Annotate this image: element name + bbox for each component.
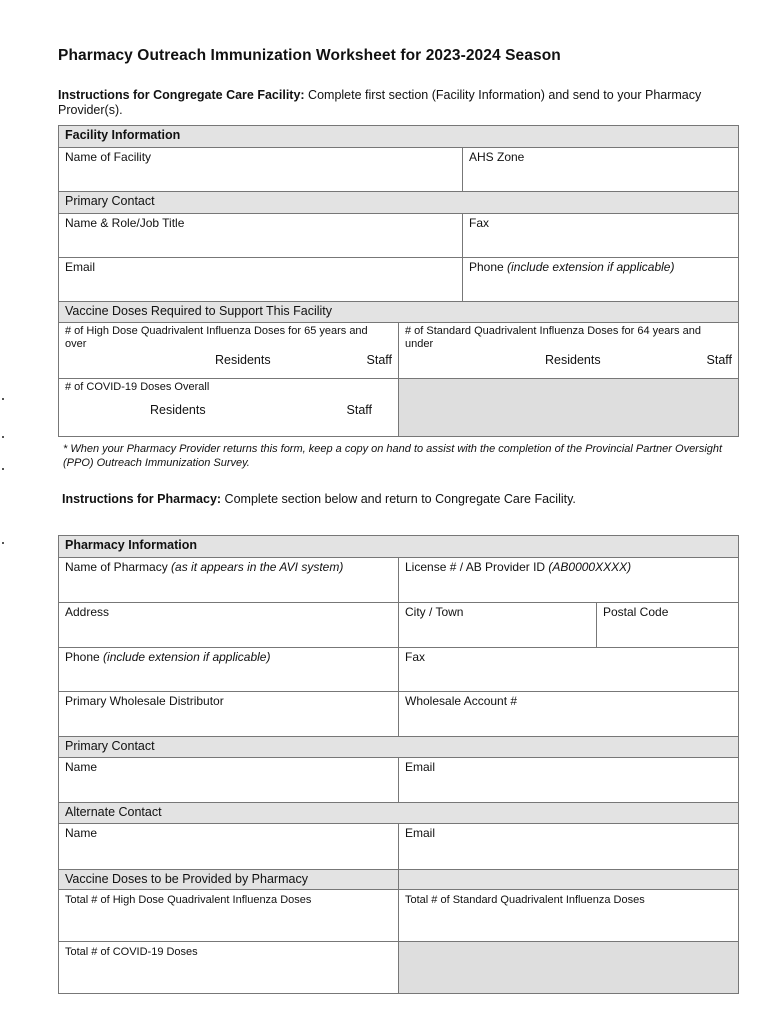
shaded-cell [399, 379, 739, 437]
total-standard-dose-label: Total # of Standard Quadrivalent Influenza Doses [405, 894, 645, 906]
scan-mark [2, 436, 4, 438]
standard-dose-label: # of Standard Quadrivalent Influenza Doses for 64 years and under [405, 325, 701, 350]
high-dose-residents-label: Residents [215, 353, 271, 367]
total-standard-dose-field[interactable] [399, 890, 739, 942]
pharmacy-vaccine-header-blank [399, 870, 739, 890]
facility-information-table [58, 125, 739, 437]
pharmacy-fax-field[interactable] [399, 648, 739, 692]
covid-residents-label: Residents [150, 403, 206, 417]
total-high-dose-field[interactable] [59, 890, 399, 942]
pharmacy-name-hint: (as it appears in the AVI system) [171, 560, 344, 574]
footnote: * When your Pharmacy Provider returns this form, keep a copy on hand to assist with the completion of the Provincial Partner Oversight (PPO) Outreach Immunization Survey. [63, 443, 723, 469]
pharmacy-name-field[interactable] [59, 558, 399, 603]
facility-phone-field[interactable] [463, 258, 739, 302]
pharmacy-instructions-bold: Instructions for Pharmacy: [62, 492, 222, 506]
name-of-facility-label: Name of Facility [65, 150, 152, 164]
pharmacy-primary-contact-header: Primary Contact [59, 737, 739, 758]
postal-code-field[interactable] [597, 603, 739, 648]
city-field[interactable] [399, 603, 597, 648]
facility-fax-field[interactable] [463, 214, 739, 258]
standard-dose-residents-label: Residents [545, 353, 601, 367]
high-dose-field[interactable] [59, 323, 399, 379]
facility-vaccine-header: Vaccine Doses Required to Support This Facility [59, 302, 739, 323]
facility-information-header: Facility Information [59, 126, 739, 148]
pharmacy-instructions [62, 492, 732, 507]
total-high-dose-label: Total # of High Dose Quadrivalent Influenza Doses [65, 894, 312, 906]
alternate-contact-name-field[interactable] [59, 824, 399, 870]
alternate-contact-email-field[interactable] [399, 824, 739, 870]
primary-contact-email-field[interactable] [399, 758, 739, 803]
pharmacy-phone-label: Phone [65, 650, 104, 664]
pharmacy-instructions-text: Complete section below and return to Congregate Care Facility. [221, 492, 576, 506]
license-field[interactable] [399, 558, 739, 603]
alternate-contact-name-label: Name [65, 826, 98, 840]
page-title: Pharmacy Outreach Immunization Worksheet for 2023-2024 Season [58, 47, 561, 64]
primary-contact-name-field[interactable] [59, 758, 399, 803]
total-covid-doses-label: Total # of COVID-19 Doses [65, 946, 198, 958]
primary-contact-email-label: Email [405, 760, 436, 774]
high-dose-label: # of High Dose Quadrivalent Influenza Doses for 65 years and over [65, 325, 368, 350]
facility-primary-contact-header: Primary Contact [59, 192, 739, 214]
pharmacy-vaccine-header: Vaccine Doses to be Provided by Pharmacy [59, 870, 399, 890]
facility-instructions [58, 88, 728, 118]
license-label: License # / AB Provider ID [405, 560, 549, 574]
ahs-zone-label: AHS Zone [469, 150, 525, 164]
pharmacy-name-label: Name of Pharmacy [65, 560, 172, 574]
covid-doses-label: # of COVID-19 Doses Overall [65, 381, 210, 393]
facility-phone-label: Phone [469, 260, 508, 274]
pharmacy-phone-hint: (include extension if applicable) [103, 650, 271, 664]
primary-contact-name-label: Name [65, 760, 98, 774]
pharmacy-phone-field[interactable] [59, 648, 399, 692]
wholesale-account-label: Wholesale Account # [405, 694, 518, 708]
facility-email-field[interactable] [59, 258, 463, 302]
high-dose-staff-label: Staff [366, 353, 392, 367]
standard-dose-field[interactable] [399, 323, 739, 379]
license-hint: (AB0000XXXX) [548, 560, 632, 574]
ahs-zone-field[interactable] [463, 148, 739, 192]
facility-instructions-bold: Instructions for Congregate Care Facility: [58, 88, 305, 102]
pharmacy-information-header: Pharmacy Information [59, 536, 739, 558]
covid-doses-field[interactable] [59, 379, 399, 437]
pharmacy-fax-label: Fax [405, 650, 426, 664]
city-label: City / Town [405, 605, 464, 619]
total-covid-doses-field[interactable] [59, 942, 399, 994]
facility-phone-hint: (include extension if applicable) [507, 260, 675, 274]
alternate-contact-email-label: Email [405, 826, 436, 840]
wholesale-distributor-label: Primary Wholesale Distributor [65, 694, 224, 708]
wholesale-distributor-field[interactable] [59, 692, 399, 737]
name-of-facility-field[interactable] [59, 148, 463, 192]
facility-fax-label: Fax [469, 216, 490, 230]
facility-email-label: Email [65, 260, 96, 274]
address-field[interactable] [59, 603, 399, 648]
name-role-label: Name & Role/Job Title [65, 216, 185, 230]
facility-instructions-text: Complete first section (Facility Information) and send to your Pharmacy Provider(s). [58, 88, 702, 117]
name-role-field[interactable] [59, 214, 463, 258]
scan-mark [2, 398, 4, 400]
postal-code-label: Postal Code [603, 605, 669, 619]
shaded-cell-bottom [399, 942, 739, 994]
wholesale-account-field[interactable] [399, 692, 739, 737]
standard-dose-staff-label: Staff [706, 353, 732, 367]
scan-mark [2, 468, 4, 470]
alternate-contact-header: Alternate Contact [59, 803, 739, 824]
address-label: Address [65, 605, 110, 619]
scan-mark [2, 542, 4, 544]
pharmacy-information-table [58, 535, 739, 994]
covid-staff-label: Staff [346, 403, 372, 417]
